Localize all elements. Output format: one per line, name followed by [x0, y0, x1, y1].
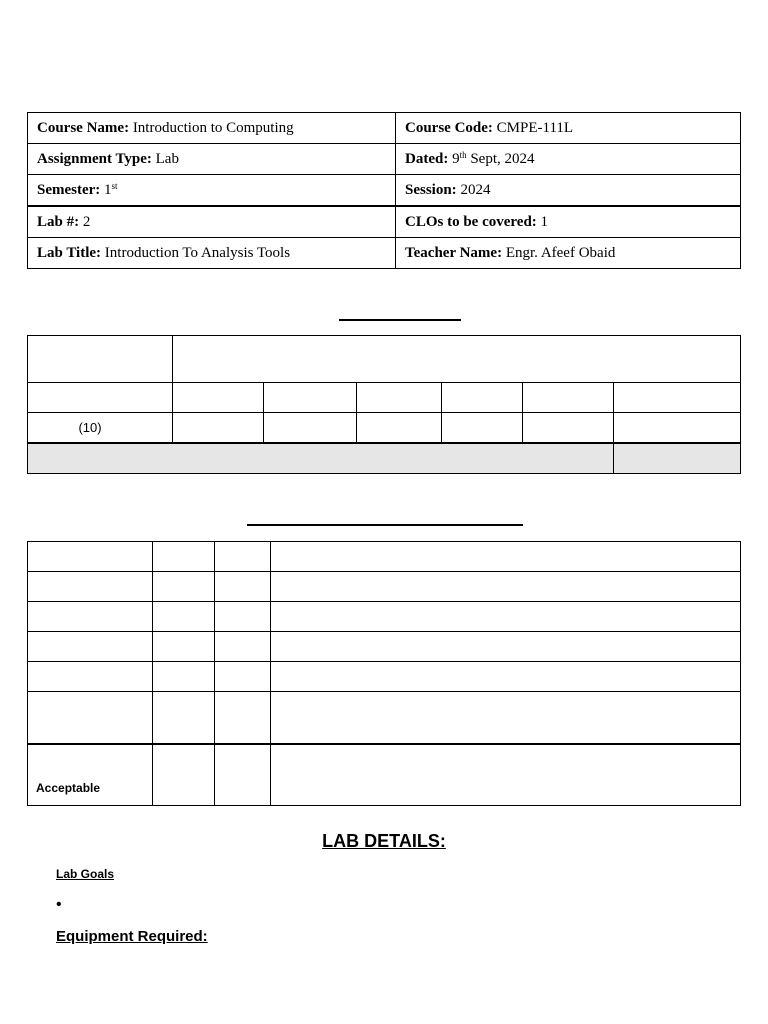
dated-cell: [396, 144, 741, 175]
dated-rest: Sept, 2024: [470, 150, 535, 167]
rubric-cell: [153, 572, 215, 602]
course-code-value: CMPE-111L: [496, 119, 574, 136]
grading-cell: [614, 443, 741, 474]
rubric-cell: [215, 692, 271, 745]
rubric-cell: [153, 692, 215, 745]
grading-cell: [523, 383, 614, 413]
rubric-cell: [215, 662, 271, 692]
rubric-cell: [153, 632, 215, 662]
course-name-value: Introduction to Computing: [132, 119, 294, 136]
rubric-cell: [215, 632, 271, 662]
grading-row: [28, 383, 741, 413]
grading-cell: [614, 383, 741, 413]
grading-cell: [173, 413, 264, 444]
teacher-name-value: Engr. Afeef Obaid: [505, 244, 616, 261]
rubric-cell: [271, 662, 741, 692]
lab-title-value: Introduction To Analysis Tools: [104, 244, 291, 261]
lab-details-heading: LAB DETAILS:: [322, 831, 446, 851]
acceptable-label: Acceptable: [28, 744, 153, 806]
teacher-name-cell: [396, 238, 741, 269]
semester-label: Semester:: [37, 181, 101, 198]
lab-number-label: Lab #:: [37, 213, 80, 230]
lab-number-value: 2: [82, 213, 91, 230]
semester-value: 1: [104, 181, 112, 198]
assignment-type-cell: [28, 144, 396, 175]
rubric-cell: [153, 542, 215, 572]
grading-cell: [442, 383, 523, 413]
session-value: 2024: [460, 181, 491, 198]
grading-cell: [28, 383, 173, 413]
course-info-table: [27, 112, 741, 269]
grading-cell: [28, 443, 614, 474]
grading-heading-rule: [339, 319, 461, 321]
grading-cell: [357, 383, 442, 413]
assignment-type-value: Lab: [155, 150, 179, 167]
rubric-cell: [215, 744, 271, 806]
grading-total-row: [28, 443, 741, 474]
rubric-cell: [153, 662, 215, 692]
course-name-label: Course Name:: [37, 119, 130, 136]
grading-cell: [442, 413, 523, 444]
rubric-row: [28, 602, 741, 632]
rubric-cell: [271, 542, 741, 572]
rubric-table: [27, 541, 741, 806]
grading-cell: [614, 413, 741, 444]
rubric-cell: [271, 744, 741, 806]
semester-cell: [28, 175, 396, 207]
lab-goals-heading: Lab Goals: [56, 867, 115, 881]
rubric-cell: [28, 602, 153, 632]
rubric-cell: [271, 572, 741, 602]
dated-day: 9: [452, 150, 460, 167]
grading-cell: [28, 336, 173, 383]
rubric-cell: [28, 632, 153, 662]
grading-cell: [264, 383, 357, 413]
rubric-cell: [153, 602, 215, 632]
grading-cell: [357, 413, 442, 444]
clos-cell: [396, 206, 741, 238]
rubric-heading-rule: [247, 524, 523, 526]
rubric-cell: [28, 572, 153, 602]
rubric-cell: [271, 692, 741, 745]
rubric-cell: [215, 602, 271, 632]
info-row: [28, 206, 741, 238]
grading-table: [27, 335, 741, 474]
clos-label: CLOs to be covered:: [405, 213, 537, 230]
dated-label: Dated:: [405, 150, 449, 167]
dated-suffix: th: [459, 149, 467, 160]
grading-row: [28, 413, 741, 444]
session-cell: [396, 175, 741, 207]
rubric-cell: [28, 542, 153, 572]
marks-cell: (10): [28, 413, 173, 444]
equipment-required-heading: Equipment Required:: [56, 928, 208, 945]
info-row: [28, 113, 741, 144]
rubric-row: [28, 692, 741, 745]
info-row: [28, 144, 741, 175]
teacher-name-label: Teacher Name:: [405, 244, 503, 261]
rubric-row: [28, 572, 741, 602]
rubric-row: [28, 662, 741, 692]
assignment-type-label: Assignment Type:: [37, 150, 152, 167]
rubric-row: [28, 632, 741, 662]
lab-title-label: Lab Title:: [37, 244, 102, 261]
grading-header-row: [28, 336, 741, 383]
info-row: [28, 175, 741, 207]
grading-cell: [173, 383, 264, 413]
grading-cell: [264, 413, 357, 444]
rubric-row: [28, 542, 741, 572]
course-code-label: Course Code:: [405, 119, 493, 136]
lab-number-cell: [28, 206, 396, 238]
info-row: [28, 238, 741, 269]
rubric-cell: [271, 602, 741, 632]
course-code-cell: [396, 113, 741, 144]
course-name-cell: [28, 113, 396, 144]
lab-title-cell: [28, 238, 396, 269]
rubric-row: [28, 744, 741, 806]
rubric-cell: [215, 572, 271, 602]
rubric-cell: [28, 692, 153, 745]
grading-cell: [173, 336, 741, 383]
clos-value: 1: [540, 213, 549, 230]
grading-cell: [523, 413, 614, 444]
rubric-cell: [215, 542, 271, 572]
rubric-cell: [28, 662, 153, 692]
rubric-cell: [271, 632, 741, 662]
goal-bullet: •: [56, 896, 62, 913]
rubric-cell: [153, 744, 215, 806]
session-label: Session:: [405, 181, 457, 198]
semester-suffix: st: [111, 180, 118, 191]
